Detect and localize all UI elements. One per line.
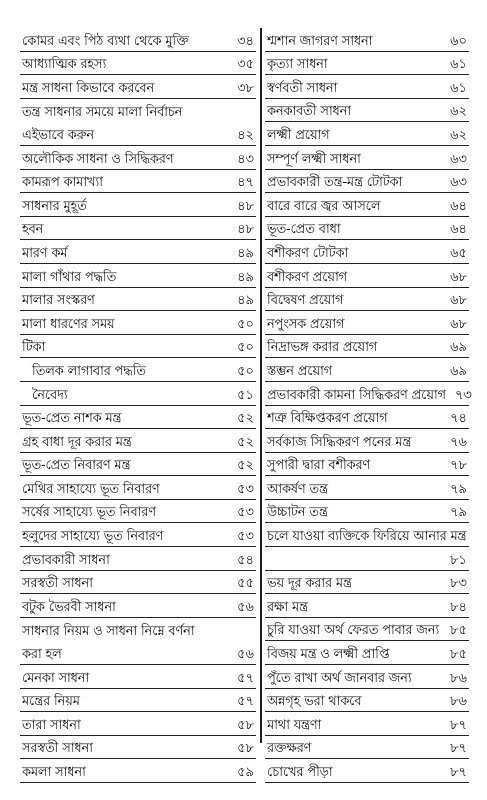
- toc-entry: [20, 382, 256, 406]
- entry-title: কনকাবতী সাধনা: [267, 104, 351, 120]
- entry-title: সর্বকাজ সিদ্ধিকরণ পনের মন্ত্র: [267, 434, 412, 450]
- toc-entry: [265, 689, 469, 713]
- entry-page: ৫২: [237, 458, 254, 474]
- toc-right-column: [265, 28, 472, 783]
- toc-entry: [265, 571, 469, 595]
- entry-title: তারা সাধনা: [22, 717, 81, 733]
- entry-title: চুরি যাওয়া অর্থ ফেরত পাবার জন্য: [267, 623, 440, 639]
- entry-page: ৬১: [450, 80, 467, 96]
- entry-title: সরস্বতী সাধনা: [22, 741, 93, 757]
- entry-title: মন্ত্রের নিয়ম: [22, 694, 80, 710]
- entry-page: ৭৯: [450, 505, 467, 521]
- entry-page: ৭৮: [450, 458, 467, 474]
- toc-entry: [20, 193, 256, 217]
- toc-entry: [265, 712, 469, 736]
- toc-entry: [265, 547, 469, 571]
- toc-entry: [20, 736, 256, 760]
- entry-page: ৬৪: [450, 198, 467, 214]
- entry-page: ৫৭: [237, 694, 254, 710]
- toc-entry: [265, 311, 469, 335]
- entry-title: বশীকরণ প্রয়োগ: [267, 269, 347, 285]
- toc-entry: [20, 217, 256, 241]
- entry-title: সুপারী দ্বারা বশীকরণ: [267, 458, 371, 474]
- entry-page: ৬০: [450, 33, 467, 49]
- toc-entry: [265, 335, 469, 359]
- entry-page: ৫৩: [237, 529, 254, 545]
- toc-entry: [20, 571, 256, 595]
- toc-entry: [265, 736, 469, 760]
- toc-entry: [20, 122, 256, 146]
- entry-title: আধ্যাত্মিক রহস্য: [22, 57, 107, 73]
- toc-entry: [265, 594, 469, 618]
- entry-title: ভয় দূর করার মন্ত্র: [267, 576, 352, 592]
- entry-page: ৫৪: [237, 552, 254, 568]
- entry-title: কৃত্যা সাধনা: [267, 57, 328, 73]
- entry-page: ৫৮: [237, 717, 254, 733]
- entry-page: ৪২: [237, 127, 254, 143]
- entry-title: মেথির সাহায্যে ভূত নিবারণ: [22, 481, 160, 497]
- toc-entry: [265, 641, 469, 665]
- entry-page: ৬২: [450, 104, 467, 120]
- entry-title: ভূত-প্রেত বাধা: [267, 222, 341, 238]
- entry-page: ৮১: [450, 552, 467, 568]
- toc-entry: [20, 712, 256, 736]
- entry-title: কোমর এবং পিঠ ব্যথা থেকে মুক্তি: [22, 33, 189, 49]
- entry-page: ৭৬: [450, 434, 467, 450]
- entry-title: প্রভাবকারী তন্ত্র-মন্ত্র টোটকা: [267, 175, 403, 191]
- toc-entry: [20, 358, 256, 382]
- entry-page: ৫৮: [237, 741, 254, 757]
- toc-entry: [20, 665, 256, 689]
- toc-entry: [20, 52, 256, 76]
- entry-page: ৫৬: [237, 599, 254, 615]
- entry-page: ৭৪: [450, 411, 467, 427]
- entry-page: ৬৮: [450, 316, 467, 332]
- toc-entry: [265, 500, 469, 524]
- entry-title: হলুদের সাহায্যে ভূত নিবারণ: [22, 529, 164, 545]
- entry-title: ভূত-প্রেত নাশক মন্ত্র: [22, 411, 122, 427]
- toc-entry: [265, 52, 469, 76]
- entry-page: ৪৯: [237, 269, 254, 285]
- entry-page: ৫০: [237, 363, 254, 379]
- toc-entry: [20, 240, 256, 264]
- entry-page: ৫৩: [237, 481, 254, 497]
- entry-title: লক্ষ্মী প্রয়োগ: [267, 127, 330, 143]
- toc-entry: [265, 193, 469, 217]
- toc-entry: [20, 523, 256, 547]
- entry-title: চোখের পীড়া: [267, 765, 333, 780]
- entry-title: সর্ষের সাহায্যে ভূত নিবারণ: [22, 505, 156, 521]
- toc-entry: [20, 146, 256, 170]
- entry-title: সম্পূর্ণ লক্ষ্মী সাধনা: [267, 151, 361, 167]
- toc-entry: [265, 476, 469, 500]
- entry-title: আকর্ষণ তন্ত্র: [267, 481, 328, 497]
- entry-page: ৭৩: [454, 387, 472, 403]
- entry-title: নৈবেদ্য: [32, 387, 68, 403]
- entry-page: ৮৬: [450, 694, 467, 710]
- entry-title: সাধনার নিয়ম ও সাধনা নিম্নে বর্ণনা: [22, 624, 195, 640]
- toc-entry: [20, 75, 256, 99]
- entry-page: ৬১: [450, 57, 467, 73]
- entry-title: মাথা যন্ত্রণা: [267, 717, 322, 733]
- entry-title: বটুক ভৈরবী সাধনা: [22, 599, 116, 615]
- toc-entry: [265, 240, 469, 264]
- entry-page: ৫২: [237, 411, 254, 427]
- toc-entry: [20, 28, 256, 52]
- toc-entry: [20, 453, 256, 477]
- entry-page: ৬৪: [450, 222, 467, 238]
- toc-entry: [20, 429, 256, 453]
- toc-entry: [265, 523, 469, 547]
- entry-page: ৫০: [237, 316, 254, 332]
- entry-title: রক্ষা মন্ত্র: [267, 599, 308, 615]
- toc-entry: [20, 759, 256, 783]
- entry-title: নপুংসক প্রয়োগ: [267, 316, 345, 332]
- entry-title: তন্ত্র সাধনার সময়ে মালা নির্বাচন: [22, 105, 183, 121]
- entry-page: ৫৭: [237, 670, 254, 686]
- entry-page: ৬৩: [450, 175, 467, 191]
- entry-title: শ্মশান জাগরণ সাধনা: [267, 33, 373, 49]
- entry-title: অলৌকিক সাধনা ও সিদ্ধিকরণ: [22, 151, 174, 167]
- entry-title: টিকা: [22, 340, 46, 356]
- entry-title: ভূত-প্রেত নিবারণ মন্ত্র: [22, 458, 131, 474]
- entry-page: ৫২: [237, 434, 254, 450]
- toc-entry: [265, 99, 469, 123]
- entry-page: ৬৮: [450, 269, 467, 285]
- entry-page: ৮৪: [450, 599, 467, 615]
- entry-page: ৮৬: [450, 670, 467, 686]
- toc-entry: [265, 429, 469, 453]
- entry-page: ৪৭: [237, 175, 254, 191]
- toc-entry: [265, 382, 472, 406]
- entry-page: ৫৬: [237, 647, 254, 663]
- toc-entry: [20, 476, 256, 500]
- toc-entry: [20, 618, 256, 642]
- entry-page: ৪৩: [237, 151, 254, 167]
- toc-entry: [265, 406, 469, 430]
- entry-page: ৮৭: [450, 717, 467, 733]
- entry-page: ৩৪: [237, 33, 254, 49]
- entry-page: ৬৫: [450, 245, 467, 261]
- entry-title: মালা ধারণের সময়: [22, 316, 115, 332]
- entry-page: ৫৩: [237, 505, 254, 521]
- entry-title: প্রভাবকারী কামনা সিদ্ধিকরণ প্রয়োগ: [267, 387, 446, 403]
- entry-title: মালার সংস্করণ: [22, 293, 95, 309]
- toc-entry: [265, 28, 469, 52]
- entry-title: শত্রু বিক্ষিপ্তকরণ প্রয়োগ: [267, 411, 388, 427]
- entry-page: ৬৮: [450, 293, 467, 309]
- toc-entry: [265, 665, 469, 689]
- toc-entry: [20, 500, 256, 524]
- entry-page: ৩৮: [237, 80, 254, 96]
- toc-entry: [20, 288, 256, 312]
- entry-title: হবন: [22, 222, 44, 238]
- entry-title: সাধনার মুহূর্ত: [22, 198, 87, 214]
- entry-title: কমলা সাধনা: [22, 765, 86, 780]
- entry-title: উচ্চাটন তন্ত্র: [267, 505, 328, 521]
- entry-page: ৬৯: [450, 340, 467, 356]
- entry-title: বশীকরণ টোটকা: [267, 245, 349, 261]
- toc-entry: [265, 759, 469, 783]
- entry-title: মেনকা সাধনা: [22, 670, 90, 686]
- entry-page: ৮৩: [450, 576, 467, 592]
- toc-entry: [20, 99, 256, 123]
- toc-entry: [265, 146, 469, 170]
- entry-page: ৮৭: [450, 741, 467, 757]
- entry-title: মন্ত্র সাধনা কিভাবে করবেন: [22, 80, 155, 96]
- entry-page: ৪৯: [237, 245, 254, 261]
- entry-title: স্তম্ভন প্রয়োগ: [267, 363, 332, 379]
- entry-page: ৬৩: [450, 151, 467, 167]
- entry-title: এইভাবে করুন: [22, 127, 94, 143]
- toc-entry: [20, 689, 256, 713]
- entry-title: মারণ কর্ম: [22, 245, 68, 261]
- entry-page: ৭৯: [450, 481, 467, 497]
- entry-page: ৪৮: [237, 198, 254, 214]
- toc-entry: [20, 335, 256, 359]
- entry-title: চলে যাওয়া ব্যক্তিকে ফিরিয়ে আনার মন্ত্র: [267, 529, 467, 545]
- entry-title: কামরূপ কামাখ্যা: [22, 175, 103, 191]
- entry-page: ৮৫: [450, 623, 467, 639]
- entry-title: অন্নগৃহ ভরা থাকবে: [267, 694, 362, 710]
- toc-entry: [265, 264, 469, 288]
- entry-title: তিলক লাগাবার পদ্ধতি: [32, 363, 146, 379]
- entry-page: ৬৯: [450, 363, 467, 379]
- entry-page: ৫৫: [237, 576, 254, 592]
- toc-entry: [20, 406, 256, 430]
- toc-entry: [265, 358, 469, 382]
- toc-entry: [20, 547, 256, 571]
- toc-entry: [265, 75, 469, 99]
- entry-page: ৫১: [237, 387, 254, 403]
- entry-page: ৪৮: [237, 222, 254, 238]
- toc-entry: [265, 122, 469, 146]
- entry-page: ৩৫: [237, 57, 254, 73]
- entry-title: রক্তক্ষরণ: [267, 741, 312, 757]
- entry-page: ৬২: [450, 127, 467, 143]
- toc-entry: [265, 618, 469, 642]
- entry-title: প্রভাবকারী সাধনা: [22, 552, 110, 568]
- entry-page: ৪৯: [237, 293, 254, 309]
- entry-title: পুঁতে রাখা অর্থ জানবার জন্য: [267, 670, 412, 686]
- toc-entry: [20, 641, 256, 665]
- entry-title: গ্রহ বাধা দূর করার মন্ত্র: [22, 434, 132, 450]
- toc-entry: [20, 311, 256, 335]
- toc-entry: [20, 264, 256, 288]
- toc-entry: [265, 217, 469, 241]
- toc-left-column: [20, 28, 256, 783]
- toc-entry: [265, 453, 469, 477]
- entry-page: ৫০: [237, 340, 254, 356]
- entry-title: বিদ্বেষণ প্রয়োগ: [267, 293, 344, 309]
- entry-page: ৫৯: [237, 765, 254, 780]
- column-divider: [260, 28, 262, 743]
- toc-entry: [20, 170, 256, 194]
- entry-title: মালা গাঁথার পদ্ধতি: [22, 269, 117, 285]
- entry-title: স্বর্ণবতী সাধনা: [267, 80, 338, 96]
- entry-title: বারে বারে জ্বর আসলে: [267, 198, 381, 214]
- entry-title: বিজয় মন্ত্র ও লক্ষ্মী প্রাপ্তি: [267, 647, 390, 663]
- toc-entry: [265, 288, 469, 312]
- entry-page: ৮৫: [450, 647, 467, 663]
- entry-title: নিদ্রাভঙ্গ করার প্রয়োগ: [267, 340, 378, 356]
- toc-entry: [20, 594, 256, 618]
- entry-page: ৮৭: [450, 765, 467, 780]
- entry-title: করা হল: [22, 647, 62, 663]
- toc-entry: [265, 170, 469, 194]
- entry-title: সরস্বতী সাধনা: [22, 576, 93, 592]
